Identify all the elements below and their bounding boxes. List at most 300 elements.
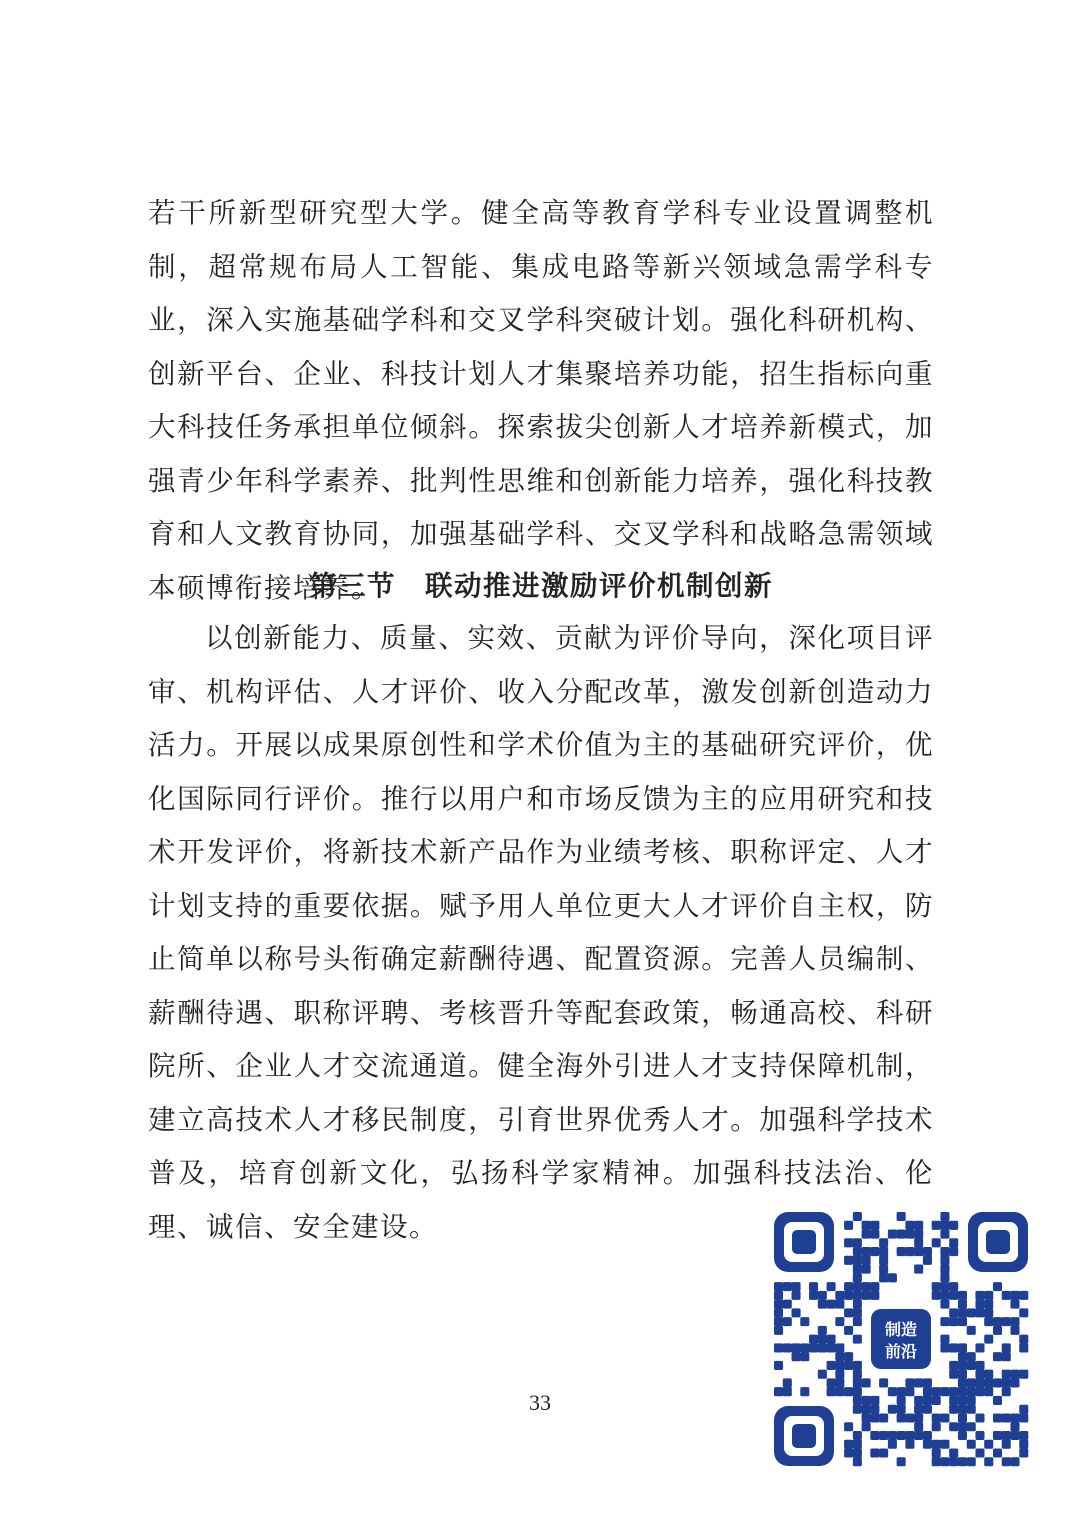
qr-module bbox=[1010, 1326, 1019, 1335]
body-paragraph-1: 若干所新型研究型大学。健全高等教育学科专业设置调整机制，超常规布局人工智能、集成电路等新兴领域急需学科专业，深入实施基础学科和交叉学科突破计划。强化科研机构、创新平台、企业、科技计划人才集聚培养功能，招生指标向重大科技任务承担单位倾斜。探索拔尖创新人才培养新模式，加强青少年科学素养、批判性思维和创新能力培养，强化科技教育和人文教育协同，加强基础学科、交叉学科和战略急需领域本硕博衔接培养。 bbox=[148, 197, 934, 604]
qr-module bbox=[879, 1378, 888, 1387]
qr-module bbox=[827, 1361, 836, 1370]
qr-module bbox=[984, 1335, 993, 1344]
qr-module bbox=[949, 1405, 958, 1414]
qr-module bbox=[897, 1396, 906, 1405]
qr-module bbox=[870, 1221, 879, 1230]
qr-module bbox=[940, 1230, 949, 1239]
qr-module bbox=[879, 1247, 888, 1256]
qr-module bbox=[1010, 1422, 1019, 1431]
qr-module bbox=[853, 1396, 862, 1405]
qr-module bbox=[914, 1431, 923, 1440]
qr-module bbox=[1010, 1378, 1019, 1387]
qr-module bbox=[993, 1431, 1002, 1440]
qr-module bbox=[853, 1291, 862, 1300]
qr-module bbox=[949, 1361, 958, 1370]
qr-module bbox=[905, 1413, 914, 1422]
qr-module bbox=[984, 1317, 993, 1326]
qr-module bbox=[879, 1413, 888, 1422]
qr-module bbox=[905, 1221, 914, 1230]
qr-module bbox=[862, 1247, 871, 1256]
qr-module bbox=[1002, 1352, 1011, 1361]
qr-module bbox=[958, 1291, 967, 1300]
qr-module bbox=[1019, 1440, 1028, 1449]
qr-module bbox=[835, 1343, 844, 1352]
qr-module bbox=[923, 1247, 932, 1256]
qr-module bbox=[862, 1413, 871, 1422]
qr-module bbox=[1002, 1413, 1011, 1422]
qr-module bbox=[940, 1300, 949, 1309]
qr-module bbox=[1019, 1431, 1028, 1440]
qr-module bbox=[940, 1335, 949, 1344]
qr-module bbox=[853, 1300, 862, 1309]
qr-module bbox=[1019, 1335, 1028, 1344]
qr-module bbox=[1019, 1291, 1028, 1300]
qr-module bbox=[853, 1431, 862, 1440]
qr-module bbox=[958, 1352, 967, 1361]
qr-module bbox=[888, 1431, 897, 1440]
qr-module bbox=[844, 1326, 853, 1335]
qr-module bbox=[967, 1308, 976, 1317]
qr-module bbox=[1002, 1343, 1011, 1352]
qr-module bbox=[923, 1405, 932, 1414]
qr-module bbox=[879, 1265, 888, 1274]
qr-module bbox=[809, 1282, 818, 1291]
qr-module bbox=[967, 1352, 976, 1361]
qr-module bbox=[949, 1457, 958, 1466]
qr-module bbox=[914, 1396, 923, 1405]
qr-module bbox=[827, 1378, 836, 1387]
qr-module bbox=[783, 1343, 792, 1352]
qr-module bbox=[1010, 1413, 1019, 1422]
qr-module bbox=[1002, 1378, 1011, 1387]
qr-module bbox=[853, 1265, 862, 1274]
qr-module bbox=[940, 1221, 949, 1230]
qr-module bbox=[958, 1317, 967, 1326]
qr-module bbox=[967, 1422, 976, 1431]
qr-module bbox=[975, 1370, 984, 1379]
qr-module bbox=[783, 1282, 792, 1291]
qr-module bbox=[932, 1282, 941, 1291]
qr-module bbox=[870, 1247, 879, 1256]
qr-module bbox=[879, 1273, 888, 1282]
qr-module bbox=[844, 1282, 853, 1291]
qr-module bbox=[1002, 1317, 1011, 1326]
qr-module bbox=[984, 1300, 993, 1309]
qr-module bbox=[967, 1326, 976, 1335]
qr-module bbox=[958, 1457, 967, 1466]
qr-module bbox=[870, 1396, 879, 1405]
qr-module bbox=[897, 1405, 906, 1414]
qr-module bbox=[1002, 1291, 1011, 1300]
qr-module bbox=[1010, 1300, 1019, 1309]
qr-module bbox=[870, 1291, 879, 1300]
qr-module bbox=[853, 1370, 862, 1379]
qr-module bbox=[940, 1291, 949, 1300]
qr-module bbox=[853, 1457, 862, 1466]
qr-module bbox=[967, 1405, 976, 1414]
qr-module bbox=[774, 1361, 783, 1370]
qr-module bbox=[853, 1317, 862, 1326]
qr-module bbox=[1019, 1413, 1028, 1422]
qr-module bbox=[844, 1361, 853, 1370]
qr-module bbox=[774, 1317, 783, 1326]
qr-module bbox=[993, 1282, 1002, 1291]
qr-module bbox=[949, 1317, 958, 1326]
qr-module bbox=[1019, 1343, 1028, 1352]
qr-module bbox=[853, 1238, 862, 1247]
qr-module bbox=[870, 1282, 879, 1291]
qr-module bbox=[932, 1238, 941, 1247]
qr-module bbox=[984, 1457, 993, 1466]
qr-module bbox=[1002, 1431, 1011, 1440]
qr-module bbox=[984, 1370, 993, 1379]
qr-module bbox=[905, 1378, 914, 1387]
qr-module bbox=[879, 1256, 888, 1265]
qr-module bbox=[844, 1221, 853, 1230]
qr-module bbox=[897, 1387, 906, 1396]
qr-module bbox=[993, 1378, 1002, 1387]
qr-module bbox=[853, 1405, 862, 1414]
qr-module bbox=[1002, 1440, 1011, 1449]
qr-module bbox=[774, 1282, 783, 1291]
qr-module bbox=[949, 1291, 958, 1300]
qr-module bbox=[958, 1413, 967, 1422]
qr-module bbox=[949, 1370, 958, 1379]
qr-module bbox=[818, 1300, 827, 1309]
qr-module bbox=[967, 1396, 976, 1405]
qr-module bbox=[914, 1378, 923, 1387]
qr-module bbox=[888, 1387, 897, 1396]
qr-module bbox=[975, 1431, 984, 1440]
qr-module bbox=[835, 1361, 844, 1370]
qr-module bbox=[774, 1326, 783, 1335]
qr-module bbox=[975, 1378, 984, 1387]
qr-module bbox=[914, 1422, 923, 1431]
qr-module bbox=[949, 1387, 958, 1396]
qr-module bbox=[967, 1440, 976, 1449]
qr-module bbox=[862, 1378, 871, 1387]
qr-module bbox=[940, 1387, 949, 1396]
qr-module bbox=[905, 1387, 914, 1396]
qr-module bbox=[853, 1247, 862, 1256]
qr-module bbox=[914, 1413, 923, 1422]
qr-module bbox=[844, 1352, 853, 1361]
qr-module bbox=[870, 1413, 879, 1422]
qr-module bbox=[774, 1300, 783, 1309]
qr-module bbox=[853, 1282, 862, 1291]
qr-logo-text-line1: 制造 bbox=[884, 1320, 918, 1339]
qr-module bbox=[827, 1387, 836, 1396]
qr-module bbox=[844, 1422, 853, 1431]
qr-module bbox=[932, 1422, 941, 1431]
qr-module bbox=[949, 1343, 958, 1352]
qr-module bbox=[923, 1387, 932, 1396]
qr-module bbox=[975, 1291, 984, 1300]
qr-finder-top-right bbox=[968, 1212, 1028, 1272]
qr-module bbox=[1019, 1308, 1028, 1317]
qr-module bbox=[853, 1308, 862, 1317]
qr-module bbox=[993, 1352, 1002, 1361]
qr-module bbox=[923, 1440, 932, 1449]
qr-module bbox=[958, 1378, 967, 1387]
qr-code-icon bbox=[768, 1206, 1034, 1472]
qr-module bbox=[879, 1448, 888, 1457]
qr-module bbox=[932, 1457, 941, 1466]
qr-module bbox=[862, 1265, 871, 1274]
qr-module bbox=[949, 1422, 958, 1431]
qr-module bbox=[984, 1378, 993, 1387]
qr-module bbox=[914, 1247, 923, 1256]
section-heading: 第三节 联动推进激励评价机制创新 bbox=[309, 570, 773, 602]
qr-module bbox=[914, 1405, 923, 1414]
qr-module bbox=[984, 1291, 993, 1300]
qr-module bbox=[870, 1448, 879, 1457]
qr-module bbox=[844, 1448, 853, 1457]
qr-module bbox=[818, 1343, 827, 1352]
qr-module bbox=[862, 1422, 871, 1431]
qr-module bbox=[888, 1230, 897, 1239]
qr-module bbox=[879, 1431, 888, 1440]
qr-module bbox=[792, 1352, 801, 1361]
qr-module bbox=[862, 1256, 871, 1265]
qr-module bbox=[853, 1378, 862, 1387]
qr-module bbox=[853, 1273, 862, 1282]
qr-module bbox=[984, 1387, 993, 1396]
qr-module bbox=[774, 1291, 783, 1300]
qr-module bbox=[835, 1352, 844, 1361]
qr-module bbox=[853, 1335, 862, 1344]
qr-module bbox=[897, 1212, 906, 1221]
qr-module bbox=[862, 1405, 871, 1414]
qr-module bbox=[783, 1317, 792, 1326]
qr-module bbox=[792, 1308, 801, 1317]
qr-module bbox=[783, 1387, 792, 1396]
qr-module bbox=[949, 1396, 958, 1405]
qr-module bbox=[844, 1440, 853, 1449]
qr-module bbox=[967, 1387, 976, 1396]
qr-module bbox=[800, 1387, 809, 1396]
qr-module bbox=[862, 1221, 871, 1230]
qr-module bbox=[870, 1431, 879, 1440]
qr-module bbox=[958, 1370, 967, 1379]
qr-module bbox=[844, 1387, 853, 1396]
qr-module bbox=[905, 1440, 914, 1449]
qr-module bbox=[835, 1387, 844, 1396]
qr-module bbox=[888, 1405, 897, 1414]
qr-module bbox=[809, 1335, 818, 1344]
qr-module bbox=[870, 1230, 879, 1239]
qr-module bbox=[862, 1291, 871, 1300]
qr-module bbox=[932, 1387, 941, 1396]
qr-module bbox=[993, 1396, 1002, 1405]
qr-module bbox=[940, 1440, 949, 1449]
qr-module bbox=[975, 1361, 984, 1370]
qr-finder-bottom-left bbox=[774, 1406, 834, 1466]
qr-module bbox=[853, 1361, 862, 1370]
qr-module bbox=[940, 1413, 949, 1422]
qr-module bbox=[835, 1317, 844, 1326]
qr-module bbox=[949, 1221, 958, 1230]
qr-module bbox=[958, 1431, 967, 1440]
qr-module bbox=[958, 1422, 967, 1431]
qr-module bbox=[975, 1413, 984, 1422]
qr-module bbox=[827, 1335, 836, 1344]
qr-module bbox=[853, 1440, 862, 1449]
qr-module bbox=[853, 1212, 862, 1221]
qr-module bbox=[862, 1230, 871, 1239]
qr-module bbox=[940, 1273, 949, 1282]
qr-module bbox=[888, 1273, 897, 1282]
qr-module bbox=[958, 1396, 967, 1405]
qr-module bbox=[958, 1300, 967, 1309]
qr-module bbox=[835, 1291, 844, 1300]
qr-module bbox=[827, 1343, 836, 1352]
qr-module bbox=[835, 1300, 844, 1309]
qr-module bbox=[792, 1343, 801, 1352]
qr-module bbox=[888, 1440, 897, 1449]
qr-module bbox=[897, 1247, 906, 1256]
qr-module bbox=[975, 1387, 984, 1396]
qr-module bbox=[993, 1448, 1002, 1457]
qr-module bbox=[1019, 1370, 1028, 1379]
qr-module bbox=[844, 1291, 853, 1300]
qr-module bbox=[932, 1413, 941, 1422]
qr-module bbox=[1010, 1370, 1019, 1379]
qr-module bbox=[1010, 1457, 1019, 1466]
qr-module bbox=[993, 1326, 1002, 1335]
qr-module bbox=[853, 1448, 862, 1457]
qr-module bbox=[1010, 1431, 1019, 1440]
qr-module bbox=[844, 1256, 853, 1265]
qr-module bbox=[827, 1282, 836, 1291]
qr-module bbox=[835, 1370, 844, 1379]
qr-module bbox=[940, 1265, 949, 1274]
qr-module bbox=[853, 1256, 862, 1265]
body-paragraph-2: 以创新能力、质量、实效、贡献为评价导向，深化项目评审、机构评估、人才评价、收入分配改革，激发创新创造动力活力。开展以成果原创性和学术价值为主的基础研究评价，优化国际同行评价。推行以用户和市场反馈为主的应用研究和技术开发评价，将新技术新产品作为业绩考核、职称评定、人才计划支持的重要依据。赋予用人单位更大人才评价自主权，防止简单以称号头衔确定薪酬待遇、配置资源。完善人员编制、薪酬待遇、职称评聘、考核晋升等配套政策，畅通高校、科研院所、企业人才交流通道。健全海外引进人才支持保障机制，建立高技术人才移民制度，引育世界优秀人才。加强科学技术普及，培育创新文化，弘扬科学家精神。加强科技法治、伦理、诚信、安全建设。 bbox=[148, 622, 934, 1243]
qr-module bbox=[800, 1352, 809, 1361]
qr-module bbox=[774, 1343, 783, 1352]
qr-module bbox=[923, 1396, 932, 1405]
qr-module bbox=[844, 1238, 853, 1247]
qr-module bbox=[940, 1343, 949, 1352]
qr-module bbox=[870, 1405, 879, 1414]
qr-module bbox=[949, 1282, 958, 1291]
qr-module bbox=[818, 1335, 827, 1344]
qr-module bbox=[984, 1308, 993, 1317]
qr-module bbox=[792, 1282, 801, 1291]
qr-module bbox=[958, 1405, 967, 1414]
qr-module bbox=[774, 1387, 783, 1396]
qr-module bbox=[905, 1230, 914, 1239]
qr-module bbox=[1002, 1370, 1011, 1379]
qr-module bbox=[932, 1440, 941, 1449]
qr-module bbox=[783, 1300, 792, 1309]
qr-module bbox=[975, 1448, 984, 1457]
qr-module bbox=[940, 1457, 949, 1466]
qr-module bbox=[923, 1431, 932, 1440]
qr-module bbox=[818, 1326, 827, 1335]
qr-module bbox=[800, 1317, 809, 1326]
qr-module bbox=[818, 1370, 827, 1379]
qr-module bbox=[958, 1308, 967, 1317]
qr-module bbox=[932, 1448, 941, 1457]
qr-module bbox=[792, 1291, 801, 1300]
qr-center-logo bbox=[866, 1304, 936, 1374]
qr-module bbox=[1010, 1291, 1019, 1300]
qr-module bbox=[897, 1230, 906, 1239]
qr-module bbox=[940, 1247, 949, 1256]
qr-module bbox=[1002, 1387, 1011, 1396]
qr-module bbox=[844, 1308, 853, 1317]
qr-module bbox=[923, 1256, 932, 1265]
qr-module bbox=[853, 1387, 862, 1396]
qr-module bbox=[949, 1238, 958, 1247]
qr-module bbox=[975, 1308, 984, 1317]
qr-module bbox=[1010, 1317, 1019, 1326]
qr-module bbox=[914, 1265, 923, 1274]
qr-finder-top-left bbox=[774, 1212, 834, 1272]
qr-module bbox=[800, 1343, 809, 1352]
qr-module bbox=[993, 1317, 1002, 1326]
qr-module bbox=[984, 1440, 993, 1449]
qr-module bbox=[914, 1238, 923, 1247]
qr-logo-text-line2: 前沿 bbox=[884, 1342, 918, 1361]
qr-module bbox=[774, 1308, 783, 1317]
qr-module bbox=[818, 1291, 827, 1300]
qr-module bbox=[783, 1378, 792, 1387]
qr-module bbox=[879, 1238, 888, 1247]
qr-module bbox=[940, 1212, 949, 1221]
qr-module bbox=[932, 1291, 941, 1300]
qr-module bbox=[862, 1282, 871, 1291]
qr-module bbox=[862, 1396, 871, 1405]
qr-module bbox=[914, 1221, 923, 1230]
qr-module bbox=[905, 1431, 914, 1440]
page-number: 33 bbox=[529, 1390, 551, 1415]
qr-module bbox=[967, 1378, 976, 1387]
qr-module bbox=[958, 1387, 967, 1396]
qr-module bbox=[949, 1247, 958, 1256]
qr-module bbox=[1019, 1405, 1028, 1414]
qr-module bbox=[958, 1343, 967, 1352]
qr-module bbox=[923, 1378, 932, 1387]
qr-module bbox=[835, 1378, 844, 1387]
qr-module bbox=[914, 1230, 923, 1239]
qr-module bbox=[932, 1221, 941, 1230]
qr-module bbox=[975, 1343, 984, 1352]
qr-module bbox=[905, 1247, 914, 1256]
qr-module bbox=[958, 1361, 967, 1370]
qr-module bbox=[809, 1343, 818, 1352]
qr-module bbox=[967, 1457, 976, 1466]
qr-module bbox=[827, 1300, 836, 1309]
qr-module bbox=[975, 1300, 984, 1309]
qr-module bbox=[897, 1431, 906, 1440]
qr-module bbox=[940, 1317, 949, 1326]
qr-module bbox=[897, 1457, 906, 1466]
qr-module bbox=[1019, 1448, 1028, 1457]
qr-module bbox=[932, 1396, 941, 1405]
qr-module bbox=[940, 1282, 949, 1291]
qr-module bbox=[949, 1448, 958, 1457]
qr-module bbox=[1002, 1457, 1011, 1466]
qr-module bbox=[940, 1256, 949, 1265]
qr-module bbox=[967, 1361, 976, 1370]
qr-module bbox=[993, 1413, 1002, 1422]
qr-module bbox=[949, 1308, 958, 1317]
qr-module bbox=[897, 1413, 906, 1422]
